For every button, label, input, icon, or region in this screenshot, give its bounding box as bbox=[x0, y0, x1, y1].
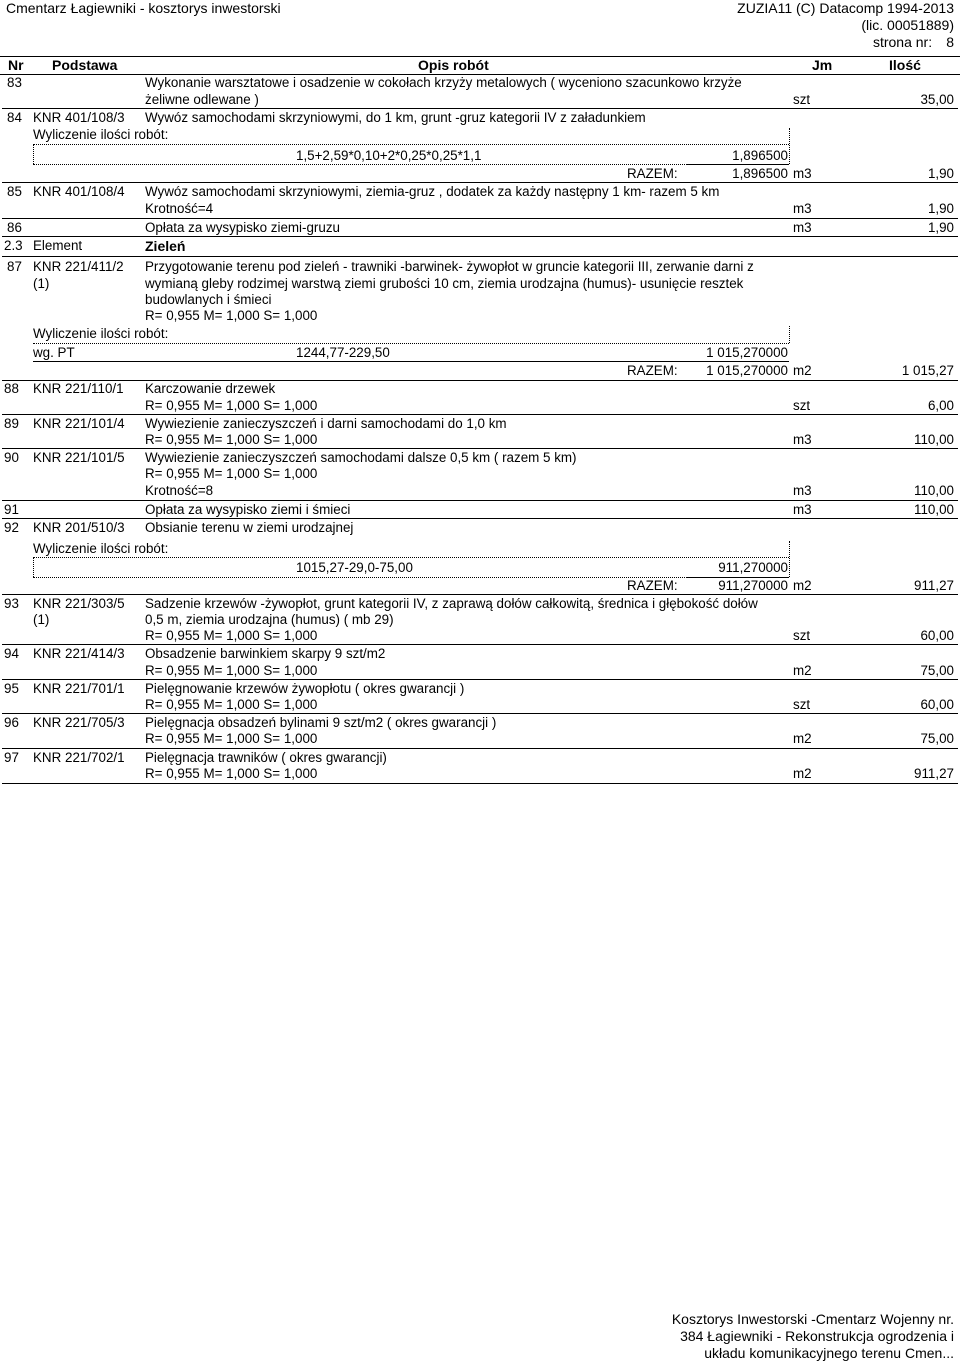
row-divider bbox=[2, 256, 958, 257]
row-divider bbox=[2, 414, 958, 415]
row-basis: KNR 201/510/3 bbox=[33, 520, 125, 535]
sum-line bbox=[33, 361, 789, 362]
row-basis: KNR 221/414/3 bbox=[33, 646, 125, 661]
row-quantity: 60,00 bbox=[920, 628, 954, 643]
coefficients: R= 0,955 M= 1,000 S= 1,000 bbox=[145, 308, 318, 323]
calc-divider bbox=[789, 541, 790, 577]
sum-value: 1 015,270000 bbox=[706, 363, 788, 378]
row-divider bbox=[2, 218, 958, 219]
row-divider bbox=[2, 748, 958, 749]
row-number: 97 bbox=[4, 750, 19, 765]
sum-value: 911,270000 bbox=[718, 578, 788, 593]
coefficients: R= 0,955 M= 1,000 S= 1,000 bbox=[145, 697, 318, 712]
row-divider bbox=[2, 594, 958, 595]
row-basis: KNR 221/411/2 bbox=[33, 259, 124, 274]
row-unit: m3 bbox=[793, 220, 812, 235]
row-number: 90 bbox=[4, 450, 19, 465]
sum-label: RAZEM: bbox=[627, 363, 678, 378]
row-number: 91 bbox=[4, 502, 19, 517]
row-quantity: 110,00 bbox=[914, 502, 954, 517]
coefficients: R= 0,955 M= 1,000 S= 1,000 bbox=[145, 731, 318, 746]
row-basis-cont: (1) bbox=[33, 612, 50, 627]
row-description: Opłata za wysypisko ziemi i śmieci bbox=[145, 502, 351, 517]
row-quantity: 75,00 bbox=[920, 663, 954, 678]
row-number: 96 bbox=[4, 715, 19, 730]
row-quantity: 911,27 bbox=[914, 766, 954, 781]
row-divider bbox=[2, 518, 958, 519]
row-number: 95 bbox=[4, 681, 19, 696]
row-number: 84 bbox=[7, 110, 22, 125]
coefficients: R= 0,955 M= 1,000 S= 1,000 bbox=[145, 628, 318, 643]
sum-value: 1,896500 bbox=[732, 166, 788, 181]
row-unit: szt bbox=[793, 628, 811, 643]
row-number: 83 bbox=[7, 75, 22, 90]
row-divider bbox=[2, 679, 958, 680]
calc-value: 911,270000 bbox=[718, 560, 788, 575]
row-number: 88 bbox=[4, 381, 19, 396]
footer-line: Kosztorys Inwestorski -Cmentarz Wojenny nr. bbox=[671, 1311, 954, 1327]
coefficients: R= 0,955 M= 1,000 S= 1,000 bbox=[145, 432, 318, 447]
calc-divider bbox=[33, 557, 789, 558]
col-opis: Opis robót bbox=[418, 57, 489, 73]
column-header bbox=[0, 56, 960, 75]
row-unit: m2 bbox=[793, 731, 812, 746]
row-basis: KNR 221/101/4 bbox=[33, 416, 125, 431]
row-description: Opłata za wysypisko ziemi-gruzu bbox=[145, 220, 340, 235]
row-description: Wywóz samochodami skrzyniowymi, ziemia-gruz , dodatek za każdy następny 1 km- razem 5 km bbox=[145, 184, 720, 199]
page-label: strona nr: bbox=[872, 34, 933, 50]
calc-reference: wg. PT bbox=[33, 345, 75, 360]
row-number: 92 bbox=[4, 520, 19, 535]
row-basis-cont: (1) bbox=[33, 276, 50, 291]
col-jm: Jm bbox=[812, 57, 833, 73]
row-divider bbox=[2, 783, 958, 784]
row-basis: KNR 401/108/4 bbox=[33, 184, 125, 199]
row-description-cont: wymianą gleby rodzimej warstwą ziemi grubości 10 cm, ziemia urodzajna (humus)- usunięcie resztek bbox=[145, 276, 744, 291]
row-unit: m3 bbox=[793, 502, 812, 517]
row-quantity: 35,00 bbox=[920, 92, 954, 107]
sum-line bbox=[686, 164, 789, 165]
row-number: 89 bbox=[4, 416, 19, 431]
row-description: Wywiezienie zanieczyszczeń i darni samochodami do 1,0 km bbox=[145, 416, 507, 431]
row-number: 93 bbox=[4, 596, 19, 611]
multiplier: Krotność=8 bbox=[145, 483, 214, 498]
row-unit: szt bbox=[793, 92, 811, 107]
col-ilosc: Ilość bbox=[889, 57, 921, 73]
row-unit: m3 bbox=[793, 166, 812, 181]
row-basis: KNR 221/303/5 bbox=[33, 596, 125, 611]
row-description: Karczowanie drzewek bbox=[145, 381, 276, 396]
calc-label: Wyliczenie ilości robót: bbox=[33, 326, 169, 341]
sum-label: RAZEM: bbox=[627, 578, 678, 593]
calc-divider bbox=[789, 326, 790, 343]
row-unit: m2 bbox=[793, 363, 812, 378]
row-divider bbox=[2, 236, 958, 237]
row-description: Wywóz samochodami skrzyniowymi, do 1 km, grunt -gruz kategorii IV z załadunkiem bbox=[145, 110, 646, 125]
row-quantity: 110,00 bbox=[914, 483, 954, 498]
row-unit: m2 bbox=[793, 766, 812, 781]
row-basis: KNR 221/702/1 bbox=[33, 750, 125, 765]
program-info bbox=[737, 0, 954, 51]
row-description: Przygotowanie terenu pod zieleń - trawniki -barwinek- żywopłot w gruncie kategorii III, zerwanie darni z bbox=[145, 259, 754, 274]
row-quantity: 1 015,27 bbox=[901, 363, 954, 378]
section-label: Element bbox=[33, 238, 83, 253]
calc-divider bbox=[33, 144, 34, 164]
coefficients: R= 0,955 M= 1,000 S= 1,000 bbox=[145, 398, 318, 413]
row-divider bbox=[2, 448, 958, 449]
row-unit: m3 bbox=[793, 201, 812, 216]
calc-value: 1 015,270000 bbox=[706, 345, 788, 360]
calc-divider bbox=[33, 144, 789, 145]
page-footer bbox=[672, 1311, 954, 1362]
page-number: 8 bbox=[946, 34, 954, 50]
sum-label: RAZEM: bbox=[627, 166, 678, 181]
calc-label: Wyliczenie ilości robót: bbox=[33, 127, 169, 142]
row-number: 86 bbox=[7, 220, 22, 235]
license-number: (lic. 00051889) bbox=[861, 17, 954, 33]
row-quantity: 911,27 bbox=[914, 578, 954, 593]
section-number: 2.3 bbox=[4, 238, 23, 253]
row-unit: szt bbox=[793, 398, 811, 413]
calc-formula: 1015,27-29,0-75,00 bbox=[296, 560, 413, 575]
coefficients: R= 0,955 M= 1,000 S= 1,000 bbox=[145, 663, 318, 678]
calc-formula: 1,5+2,59*0,10+2*0,25*0,25*1,1 bbox=[296, 148, 482, 163]
row-description: Obsianie terenu w ziemi urodzajnej bbox=[145, 520, 354, 535]
row-basis: KNR 221/705/3 bbox=[33, 715, 125, 730]
calc-value: 1,896500 bbox=[732, 148, 788, 163]
page-indicator bbox=[737, 34, 954, 51]
row-basis: KNR 221/701/1 bbox=[33, 681, 125, 696]
row-description-cont: 0,5 m, ziemia urodzajna (humus) ( mb 29) bbox=[145, 612, 394, 627]
section-title: Zieleń bbox=[145, 238, 186, 254]
row-divider bbox=[2, 713, 958, 714]
footer-line: 384 Łagiewniki - Rekonstrukcja ogrodzenia i bbox=[680, 1328, 954, 1344]
row-description-cont: żeliwne odlewane ) bbox=[145, 92, 259, 107]
row-unit: m3 bbox=[793, 483, 812, 498]
col-podstawa: Podstawa bbox=[52, 57, 118, 73]
calc-formula: 1244,77-229,50 bbox=[296, 345, 390, 360]
calc-divider bbox=[789, 128, 790, 164]
footer-line: układu komunikacyjnego terenu Cmen... bbox=[704, 1345, 954, 1361]
row-quantity: 75,00 bbox=[920, 731, 954, 746]
row-description: Wywiezienie zanieczyszczeń samochodami dalsze 0,5 km ( razem 5 km) bbox=[145, 450, 577, 465]
row-divider bbox=[2, 644, 958, 645]
row-basis: KNR 221/101/5 bbox=[33, 450, 125, 465]
row-description-cont: budowlanych i śmieci bbox=[145, 292, 272, 307]
calc-divider bbox=[33, 164, 789, 165]
row-number: 94 bbox=[4, 646, 19, 661]
row-divider bbox=[2, 182, 958, 183]
calc-label: Wyliczenie ilości robót: bbox=[33, 541, 169, 556]
multiplier: Krotność=4 bbox=[145, 201, 214, 216]
row-unit: m2 bbox=[793, 663, 812, 678]
row-quantity: 1,90 bbox=[927, 166, 954, 181]
coefficients: R= 0,955 M= 1,000 S= 1,000 bbox=[145, 766, 318, 781]
row-quantity: 60,00 bbox=[920, 697, 954, 712]
program-name: ZUZIA11 (C) Datacomp 1994-2013 bbox=[737, 0, 954, 16]
row-quantity: 1,90 bbox=[927, 201, 954, 216]
row-description: Pielęgnacja obsadzeń bylinami 9 szt/m2 ( okres gwarancji ) bbox=[145, 715, 497, 730]
row-divider bbox=[2, 500, 958, 501]
document-title: Cmentarz Łagiewniki - kosztorys inwestorski bbox=[6, 0, 281, 16]
row-basis: KNR 221/110/1 bbox=[33, 381, 124, 396]
row-unit: m2 bbox=[793, 578, 812, 593]
row-divider bbox=[2, 108, 958, 109]
row-basis: KNR 401/108/3 bbox=[33, 110, 125, 125]
calc-divider bbox=[33, 343, 789, 344]
row-quantity: 6,00 bbox=[927, 398, 954, 413]
row-number: 85 bbox=[7, 184, 22, 199]
row-description: Sadzenie krzewów -żywopłot, grunt kategorii IV, z zaprawą dołów całkowitą, średnica i głębokość dołów bbox=[145, 596, 758, 611]
row-unit: szt bbox=[793, 697, 811, 712]
row-description: Wykonanie warsztatowe i osadzenie w cokołach krzyży metalowych ( wyceniono szacunkowo krzyże bbox=[145, 75, 742, 90]
col-nr: Nr bbox=[8, 57, 24, 73]
coefficients: R= 0,955 M= 1,000 S= 1,000 bbox=[145, 466, 318, 481]
row-number: 87 bbox=[7, 259, 22, 274]
row-description: Obsadzenie barwinkiem skarpy 9 szt/m2 bbox=[145, 646, 386, 661]
row-description: Pielęgnowanie krzewów żywopłotu ( okres gwarancji ) bbox=[145, 681, 465, 696]
row-unit: m3 bbox=[793, 432, 812, 447]
calc-divider bbox=[33, 557, 34, 577]
row-description: Pielęgnacja trawników ( okres gwarancji) bbox=[145, 750, 387, 765]
row-quantity: 1,90 bbox=[927, 220, 954, 235]
row-quantity: 110,00 bbox=[914, 432, 954, 447]
